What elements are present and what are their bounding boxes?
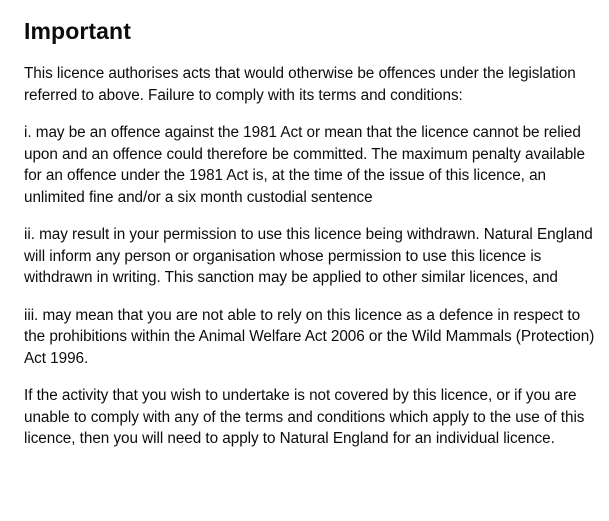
section-heading: Important [24,18,131,44]
condition-iii-paragraph: iii. may mean that you are not able to rely on this licence as a defence in respect to the prohibitions within the Animal Welfare Act 2006 or the Wild Mammals (Protection) Act 1996. [24,306,595,367]
condition-i-paragraph: i. may be an offence against the 1981 Act or mean that the licence cannot be relied upon and an offence could therefore be committed. The maximum penalty available for an offence under the 1981 Act is, at the time of the issue of this licence, an unlimited fine and/or a six month custodial sentence [24,124,585,206]
condition-ii-paragraph: ii. may result in your permission to use this licence being withdrawn. Natural England will inform any person or organisation whose permission to use this licence is withdrawn in writing. This sanction may be applied to other similar licences, and [24,226,593,286]
intro-paragraph: This licence authorises acts that would otherwise be offences under the legislation referred to above. Failure to comply with its terms and conditions: [24,65,576,104]
closing-paragraph: If the activity that you wish to undertake is not covered by this licence, or if you are unable to comply with any of the terms and conditions which apply to the use of this licence, then you will need to apply to Natural England for an individual licence. [24,387,585,447]
